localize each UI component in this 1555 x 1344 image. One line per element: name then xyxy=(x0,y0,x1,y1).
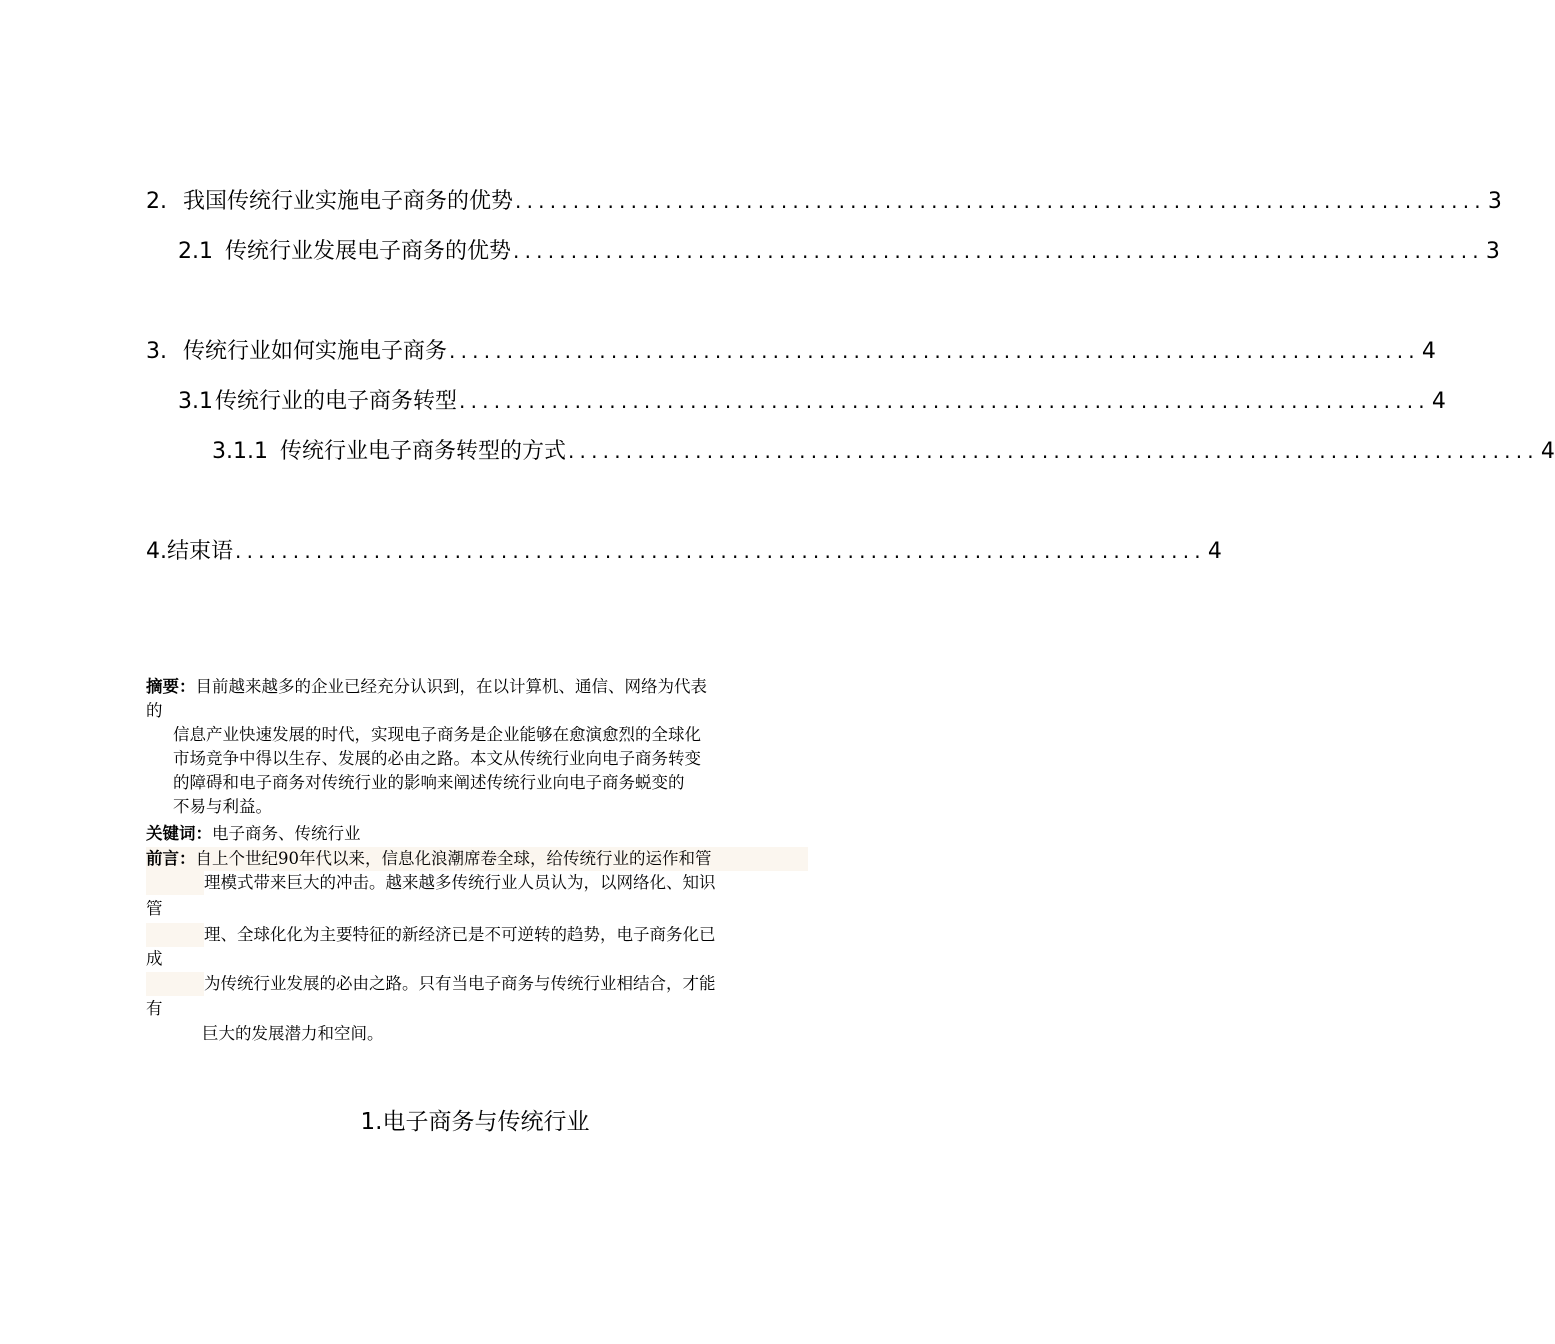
toc-title: 结束语 xyxy=(167,539,234,564)
abstract-line: 市场竞争中得以生存、发展的必由之路。本文从传统行业向电子商务转变 xyxy=(173,749,701,768)
abstract-line: 信息产业快速发展的时代，实现电子商务是企业能够在愈演愈烈的全球化 xyxy=(173,725,701,744)
foreword-text: 理、全球化化为主要特征的新经济已是不可逆转的趋势，电子商务化已 xyxy=(204,925,716,944)
toc-page-number: 3 xyxy=(1485,239,1500,264)
toc-number: 3. xyxy=(146,339,167,364)
toc-leader: .................................................................................... xyxy=(515,189,1486,213)
abstract-label: 摘要： xyxy=(146,677,196,696)
keywords-text: 电子商务、传统行业 xyxy=(212,824,361,843)
toc-page-number: 4 xyxy=(1207,539,1222,564)
foreword-text: 自上个世纪90年代以来，信息化浪潮席卷全球，给传统行业的运作和管 xyxy=(195,849,712,868)
foreword-line xyxy=(146,847,808,871)
abstract-line xyxy=(146,675,707,699)
toc-entry[interactable] xyxy=(178,237,1500,266)
toc-title: 传统行业的电子商务转型 xyxy=(215,389,458,414)
toc-entry[interactable] xyxy=(146,187,1502,216)
toc-leader: .................................................................................... xyxy=(459,389,1430,413)
toc-page-number: 4 xyxy=(1540,439,1555,464)
toc-leader: .................................................................................... xyxy=(568,439,1539,463)
toc-title: 传统行业电子商务转型的方式 xyxy=(279,439,566,464)
foreword-text: 为传统行业发展的必由之路。只有当电子商务与传统行业相结合，才能 xyxy=(204,974,716,993)
foreword-line xyxy=(146,972,808,996)
toc-number: 3.1.1 xyxy=(212,439,268,464)
toc-entry[interactable] xyxy=(146,337,1436,366)
toc-number: 3.1 xyxy=(178,389,213,414)
keywords-label: 关键词： xyxy=(146,824,212,843)
abstract-line: 不易与利益。 xyxy=(173,797,272,816)
foreword-line xyxy=(146,871,808,895)
toc-number: 2.1 xyxy=(178,239,213,264)
abstract-line: 的障碍和电子商务对传统行业的影响来阐述传统行业向电子商务蜕变的 xyxy=(173,773,685,792)
keywords-line xyxy=(146,822,361,846)
toc-number: 2. xyxy=(146,189,167,214)
toc-page-number: 3 xyxy=(1487,189,1502,214)
toc-leader: .................................................................................... xyxy=(449,339,1420,363)
toc-entry[interactable] xyxy=(212,437,1555,466)
toc-title: 我国传统行业实施电子商务的优势 xyxy=(183,189,514,214)
foreword-label: 前言： xyxy=(146,849,196,868)
toc-entry[interactable] xyxy=(178,387,1446,416)
foreword-text: 理模式带来巨大的冲击。越来越多传统行业人员认为，以网络化、知识 xyxy=(204,873,716,892)
foreword-line: 巨大的发展潜力和空间。 xyxy=(202,1024,384,1043)
toc-leader: .................................................................................... xyxy=(513,239,1484,263)
toc-page-number: 4 xyxy=(1431,389,1446,414)
foreword-line: 有 xyxy=(146,999,163,1018)
foreword-line: 管 xyxy=(146,899,163,918)
toc-page-number: 4 xyxy=(1421,339,1436,364)
abstract-line: 的 xyxy=(146,701,163,720)
toc-entry[interactable] xyxy=(146,537,1222,566)
toc-number: 4. xyxy=(146,539,167,564)
toc-title: 传统行业发展电子商务的优势 xyxy=(225,239,512,264)
foreword-line xyxy=(146,923,808,947)
abstract-text: 目前越来越多的企业已经充分认识到，在以计算机、通信、网络为代表 xyxy=(195,677,707,696)
section-heading: 1.电子商务与传统行业 xyxy=(360,1109,590,1135)
toc-leader: .................................................................................... xyxy=(235,539,1206,563)
toc-title: 传统行业如何实施电子商务 xyxy=(183,339,448,364)
foreword-line: 成 xyxy=(146,949,163,968)
